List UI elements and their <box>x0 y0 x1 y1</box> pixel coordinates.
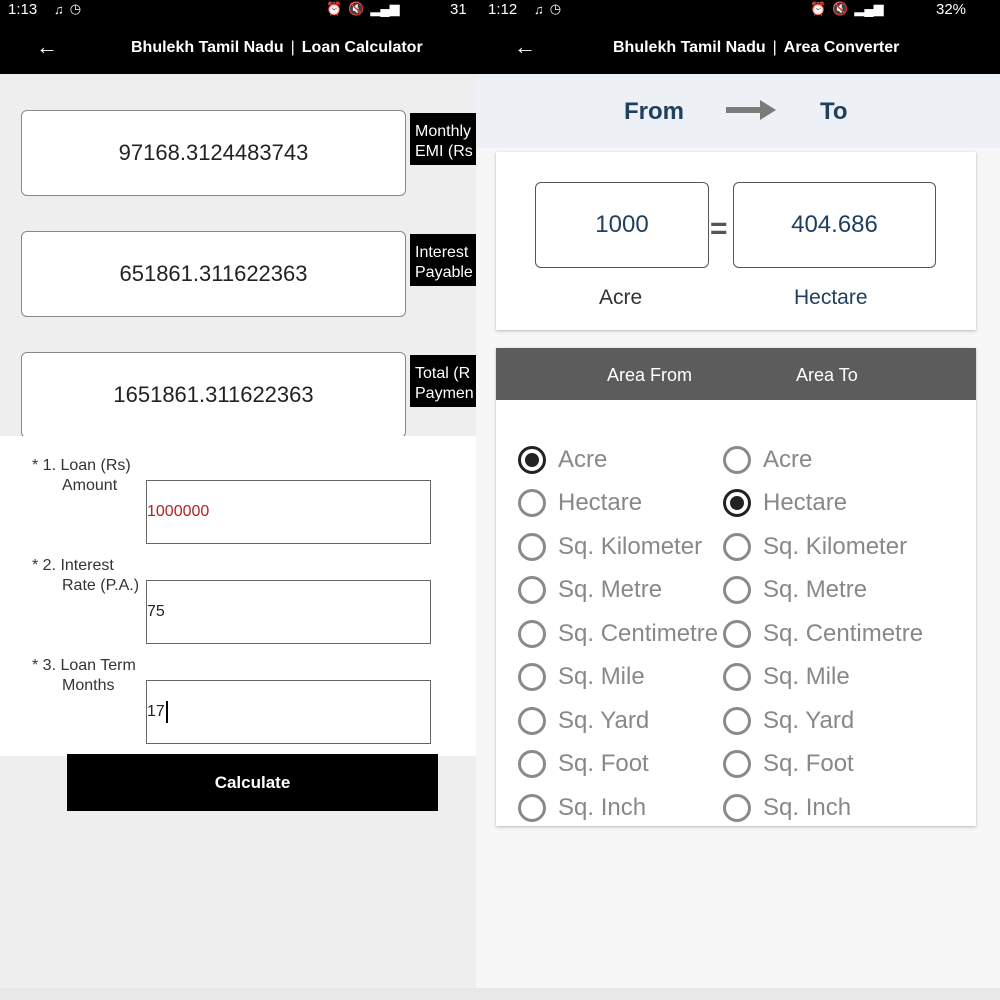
app-name: Bhulekh Tamil Nadu <box>613 39 766 56</box>
radio-button-icon[interactable] <box>723 620 751 648</box>
from-option-sq-metre[interactable] <box>518 569 718 613</box>
alarm-icon: ⏰ <box>810 1 827 16</box>
option-label: Sq. Centimetre <box>763 619 924 647</box>
status-left-icons <box>54 1 81 17</box>
radio-button-icon[interactable] <box>518 489 546 517</box>
interest-payable-label: Interest Payable <box>410 234 476 286</box>
area-from-header: Area From <box>607 365 693 385</box>
app-bar <box>476 22 1000 74</box>
option-label: Sq. Foot <box>558 750 649 778</box>
area-to-options <box>723 438 923 826</box>
radio-button-icon[interactable] <box>723 533 751 561</box>
area-to-header: Area To <box>796 365 858 385</box>
option-label: Sq. Yard <box>763 706 855 734</box>
total-payment-result: 1651861.311622363 <box>21 352 406 438</box>
to-option-sq-kilometer[interactable] <box>723 525 923 569</box>
radio-button-icon[interactable] <box>723 663 751 691</box>
option-label: Sq. Mile <box>558 663 645 691</box>
battery-percent: 32% <box>936 1 967 18</box>
radio-button-icon[interactable] <box>723 794 751 822</box>
option-label: Sq. Mile <box>763 663 850 691</box>
radio-button-icon[interactable] <box>518 533 546 561</box>
from-to-header <box>476 74 1000 148</box>
from-value-input[interactable]: 1000 <box>535 182 709 268</box>
from-label: From <box>624 98 684 125</box>
music-icon: ♫ <box>534 1 544 17</box>
from-option-hectare[interactable] <box>518 482 718 526</box>
app-name: Bhulekh Tamil Nadu <box>131 39 284 56</box>
signal-icon: ▂▄▆ <box>854 1 884 16</box>
alarm-icon: ⏰ <box>326 1 343 16</box>
from-option-acre[interactable] <box>518 438 718 482</box>
radio-button-icon[interactable] <box>518 750 546 778</box>
loan-amount-label: * 1. Loan (Rs) Amount <box>32 457 131 494</box>
clock-icon: ◷ <box>549 1 562 16</box>
from-option-sq-kilometer[interactable] <box>518 525 718 569</box>
option-label: Sq. Kilometer <box>763 532 908 560</box>
arrow-left-icon[interactable]: ← <box>514 34 536 59</box>
to-option-sq-inch[interactable] <box>723 786 923 826</box>
signal-icon: ▂▄▆ <box>370 1 400 16</box>
battery-percent: 31 <box>450 1 467 18</box>
calculate-button[interactable]: Calculate <box>67 754 438 811</box>
from-unit-label: Acre <box>599 286 643 309</box>
radio-button-icon[interactable] <box>518 620 546 648</box>
conversion-card <box>496 152 976 330</box>
option-label: Sq. Inch <box>763 793 852 821</box>
to-option-sq-centimetre[interactable] <box>723 612 923 656</box>
area-converter-screen <box>476 0 1000 1000</box>
clock-icon: ◷ <box>69 1 82 16</box>
page-title <box>131 39 423 57</box>
radio-button-icon[interactable] <box>723 707 751 735</box>
monthly-emi-result: 97168.3124483743 <box>21 110 406 196</box>
radio-button-icon[interactable] <box>723 750 751 778</box>
app-bar <box>0 22 476 74</box>
monthly-emi-label: Monthly EMI (Rs <box>410 113 476 165</box>
option-label: Acre <box>763 445 813 473</box>
to-value-output: 404.686 <box>733 182 936 268</box>
status-left-icons <box>534 1 561 17</box>
radio-button-icon[interactable] <box>518 794 546 822</box>
interest-rate-input[interactable]: 75 <box>146 580 431 644</box>
to-label: To <box>820 98 848 125</box>
arrow-right-icon <box>726 100 776 120</box>
radio-button-icon[interactable] <box>518 663 546 691</box>
status-right-icons <box>810 1 884 17</box>
page-title <box>613 39 899 57</box>
to-option-sq-metre[interactable] <box>723 569 923 613</box>
radio-button-icon[interactable] <box>723 576 751 604</box>
total-payment-label: Total (R Paymen <box>410 355 476 407</box>
loan-term-label: * 3. Loan Term Months <box>32 657 136 694</box>
text-cursor <box>166 701 168 723</box>
equals-sign: = <box>710 212 728 245</box>
loan-term-value: 17 <box>147 703 165 720</box>
unit-selection-table <box>496 348 976 826</box>
status-time: 1:13 <box>8 1 38 18</box>
mute-icon: 🔇 <box>832 1 849 16</box>
option-label: Hectare <box>763 489 848 517</box>
to-option-hectare[interactable] <box>723 482 923 526</box>
from-option-sq-centimetre[interactable] <box>518 612 718 656</box>
option-label: Acre <box>558 445 608 473</box>
area-from-options <box>518 438 718 826</box>
screen-name: Area Converter <box>783 39 900 56</box>
radio-button-icon[interactable] <box>518 576 546 604</box>
to-option-sq-yard[interactable] <box>723 699 923 743</box>
loan-term-input[interactable] <box>146 680 431 744</box>
music-icon: ♫ <box>54 1 64 17</box>
from-option-sq-yard[interactable] <box>518 699 718 743</box>
option-label: Sq. Metre <box>558 576 663 604</box>
radio-button-icon[interactable] <box>518 446 546 474</box>
option-label: Sq. Yard <box>558 706 650 734</box>
from-option-sq-inch[interactable] <box>518 786 718 826</box>
option-label: Sq. Kilometer <box>558 532 703 560</box>
loan-amount-input[interactable]: 1000000 <box>146 480 431 544</box>
option-label: Sq. Foot <box>763 750 854 778</box>
mute-icon: 🔇 <box>348 1 365 16</box>
radio-button-icon[interactable] <box>723 489 751 517</box>
to-option-sq-foot[interactable] <box>723 743 923 787</box>
interest-payable-result: 651861.311622363 <box>21 231 406 317</box>
arrow-left-icon[interactable]: ← <box>36 34 58 59</box>
radio-button-icon[interactable] <box>723 446 751 474</box>
status-right-icons <box>326 1 400 17</box>
status-bar <box>0 0 476 22</box>
title-separator: | <box>772 39 777 56</box>
table-header <box>496 348 976 400</box>
status-bar <box>476 0 1000 22</box>
screen-name: Loan Calculator <box>301 39 423 56</box>
from-option-sq-foot[interactable] <box>518 743 718 787</box>
option-label: Sq. Metre <box>763 576 868 604</box>
option-label: Hectare <box>558 489 643 517</box>
radio-button-icon[interactable] <box>518 707 546 735</box>
interest-rate-label: * 2. Interest Rate (P.A.) <box>32 557 140 594</box>
option-label: Sq. Centimetre <box>558 619 719 647</box>
from-option-sq-mile[interactable] <box>518 656 718 700</box>
to-unit-label: Hectare <box>794 286 868 309</box>
loan-calculator-screen <box>0 0 476 1000</box>
to-option-acre[interactable] <box>723 438 923 482</box>
status-time: 1:12 <box>488 1 518 18</box>
to-option-sq-mile[interactable] <box>723 656 923 700</box>
option-label: Sq. Inch <box>558 793 647 821</box>
title-separator: | <box>290 39 295 56</box>
system-nav-bar <box>0 988 1000 1000</box>
